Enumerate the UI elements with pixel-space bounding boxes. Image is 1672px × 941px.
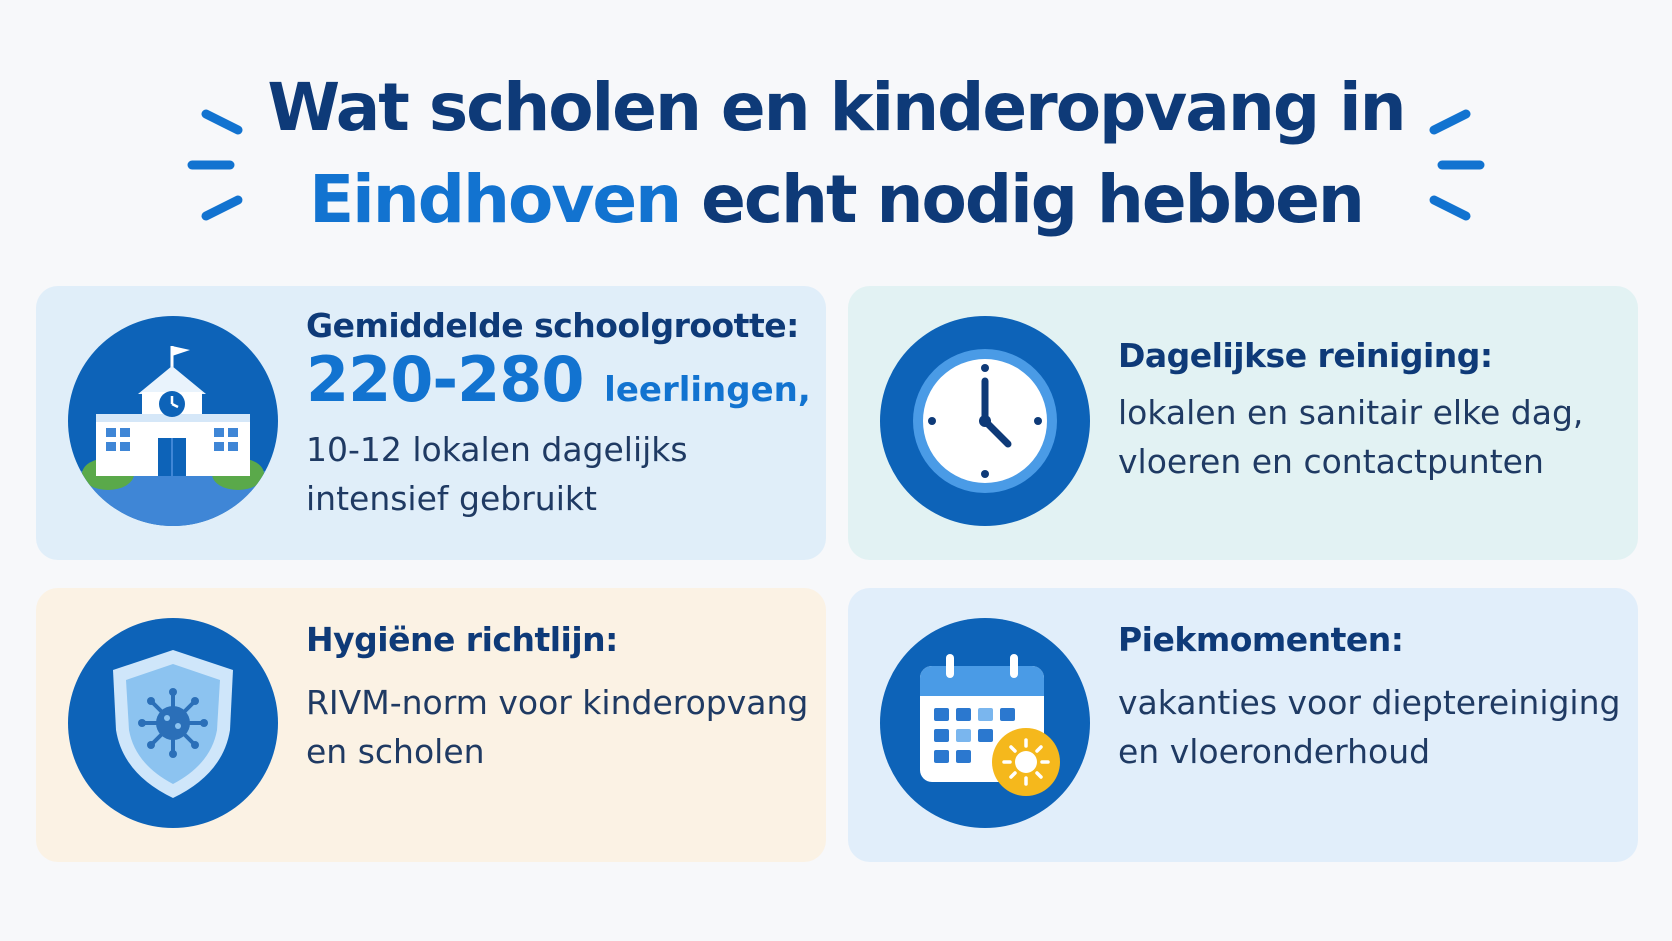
highlight-value — [306, 345, 811, 425]
title-accent-city: Eindhoven — [309, 161, 681, 238]
card-daily-cleaning-text — [1118, 324, 1583, 486]
highlight-unit: leerlingen, — [604, 370, 811, 410]
burst-lines-left-icon — [182, 100, 252, 230]
card-heading: Hygiëne richtlijn: — [306, 620, 618, 659]
card-peak-moments — [848, 588, 1638, 862]
title-line-2-rest: echt nodig hebben — [680, 161, 1363, 238]
card-hygiene-guideline-text — [306, 602, 808, 776]
card-body-line: intensief gebruikt — [306, 479, 597, 518]
title-line-1: Wat scholen en kinderopvang in — [267, 69, 1405, 146]
card-peak-moments-text — [1118, 602, 1620, 776]
school-building-icon — [68, 316, 278, 526]
card-school-size-text — [306, 306, 811, 523]
card-body-line: RIVM-norm voor kinderopvang — [306, 683, 809, 722]
calendar-sun-icon — [880, 618, 1090, 828]
shield-virus-icon — [68, 618, 278, 828]
clock-icon — [880, 316, 1090, 526]
card-heading: Piekmomenten: — [1118, 620, 1404, 659]
card-hygiene-guideline — [36, 588, 826, 862]
card-body-line: vakanties voor dieptereiniging — [1118, 683, 1621, 722]
card-body-line: lokalen en sanitair elke dag, — [1118, 393, 1584, 432]
card-daily-cleaning — [848, 286, 1638, 560]
card-school-size — [36, 286, 826, 560]
highlight-number: 220-280 — [306, 343, 584, 416]
card-body-line: vloeren en contactpunten — [1118, 442, 1544, 481]
burst-lines-right-icon — [1420, 100, 1490, 230]
card-heading: Gemiddelde schoolgrootte: — [306, 306, 799, 345]
card-body-line: en vloeronderhoud — [1118, 732, 1431, 771]
card-body-line: en scholen — [306, 732, 485, 771]
card-heading: Dagelijkse reiniging: — [1118, 336, 1493, 375]
card-body-line: 10-12 lokalen dagelijks — [306, 430, 688, 469]
